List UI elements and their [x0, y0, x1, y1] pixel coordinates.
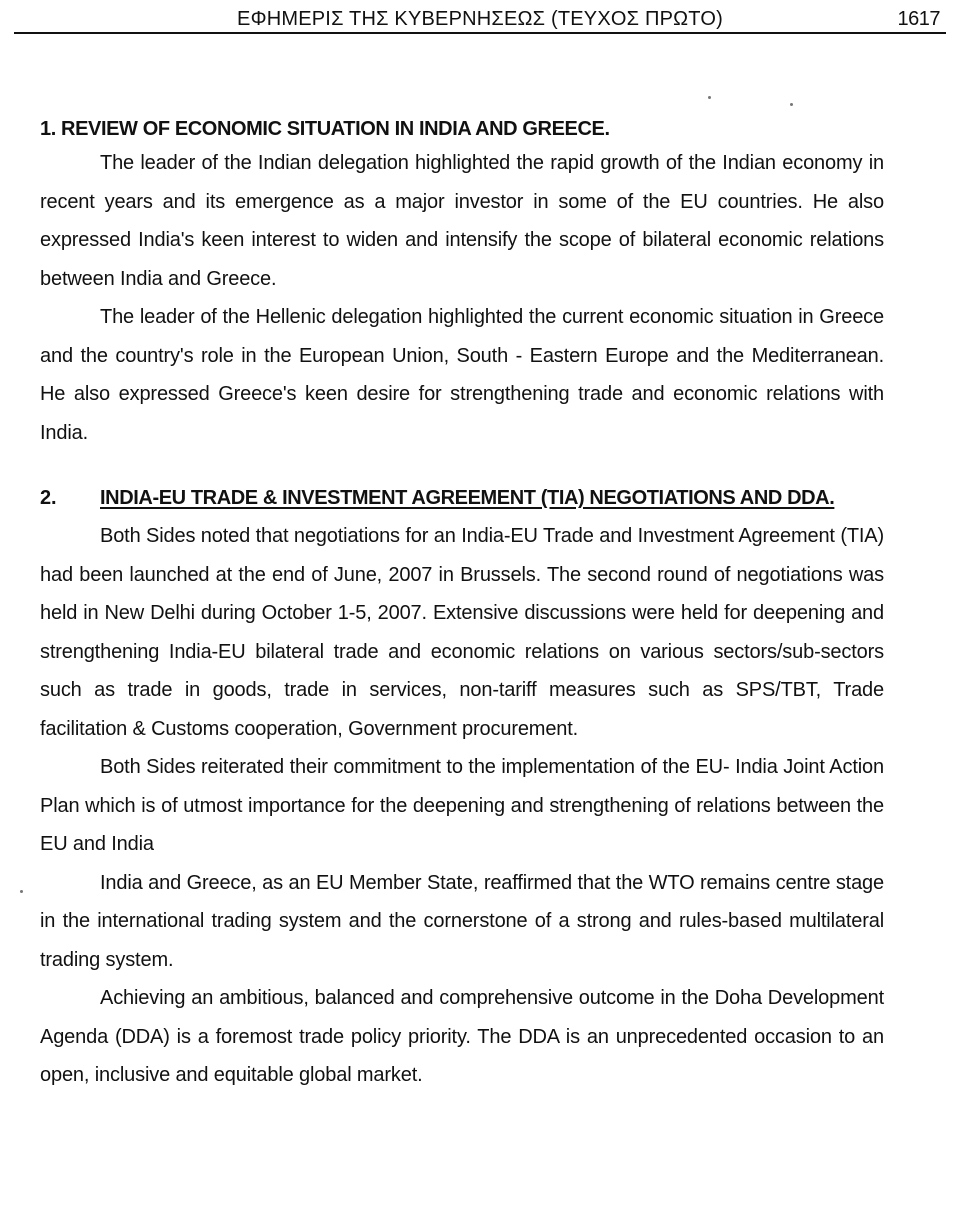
running-header: [14, 6, 946, 34]
section-1-heading: 1. REVIEW OF ECONOMIC SITUATION IN INDIA AND GREECE.: [40, 118, 610, 140]
scan-speck: [708, 96, 711, 99]
section-2-heading: INDIA-EU TRADE & INVESTMENT AGREEMENT (TIA) NEGOTIATIONS AND DDA.: [100, 487, 835, 509]
scan-speck: [20, 890, 23, 893]
page-number: 1617: [897, 8, 940, 30]
paragraph-tia-launch: Both Sides noted that negotiations for an India-EU Trade and Investment Agreement (TIA) had been launched at the end of June, 2007 in Brussels. The second round of negotiations was held in New Delhi during October 1-5, 2007. Extensive discussions were held for deepening and strengthening India-EU bilateral trade and economic relations on various sectors/sub-sectors such as trade in goods, trade in services, non-tariff measures such as SPS/TBT, Trade facilitation & Customs cooperation, Government procurement.: [40, 525, 884, 740]
paragraph-joint-action-plan: Both Sides reiterated their commitment to the implementation of the EU- India Joint Action Plan which is of utmost importance for the deepening and strengthening of relations between the EU and India: [40, 756, 884, 855]
paragraph-doha-agenda: Achieving an ambitious, balanced and comprehensive outcome in the Doha Development Agenda (DDA) is a foremost trade policy priority. The DDA is an unprecedented occasion to an open, inclusive and equitable global market.: [40, 987, 884, 1086]
section-2-number: 2.: [40, 487, 57, 509]
paragraph-wto-centre-stage: India and Greece, as an EU Member State, reaffirmed that the WTO remains centre stage in the international trading system and the cornerstone of a strong and rules-based multilateral trading system.: [40, 871, 884, 971]
section-2-body: [40, 517, 884, 1095]
scan-speck: [790, 103, 793, 106]
section-tia-negotiations: [40, 479, 884, 1095]
paragraph-indian-delegation: The leader of the Indian delegation highlighted the rapid growth of the Indian economy in recent years and its emergence as a major investor in some of the EU countries. He also expressed India's keen interest to widen and intensify the scope of bilateral economic relations between India and Greece.: [40, 152, 884, 290]
gazette-title: ΕΦΗΜΕΡΙΣ ΤΗΣ ΚΥΒΕΡΝΗΣΕΩΣ (ΤΕΥΧΟΣ ΠΡΩΤΟ): [237, 8, 723, 30]
paragraph-hellenic-delegation: The leader of the Hellenic delegation highlighted the current economic situation in Greece and the country's role in the European Union, South - Eastern Europe and the Mediterranean. He also expressed Greece's keen desire for strengthening trade and economic relations with India.: [40, 306, 884, 444]
document-body: [40, 114, 884, 1095]
section-review-economic-situation: [40, 114, 884, 452]
